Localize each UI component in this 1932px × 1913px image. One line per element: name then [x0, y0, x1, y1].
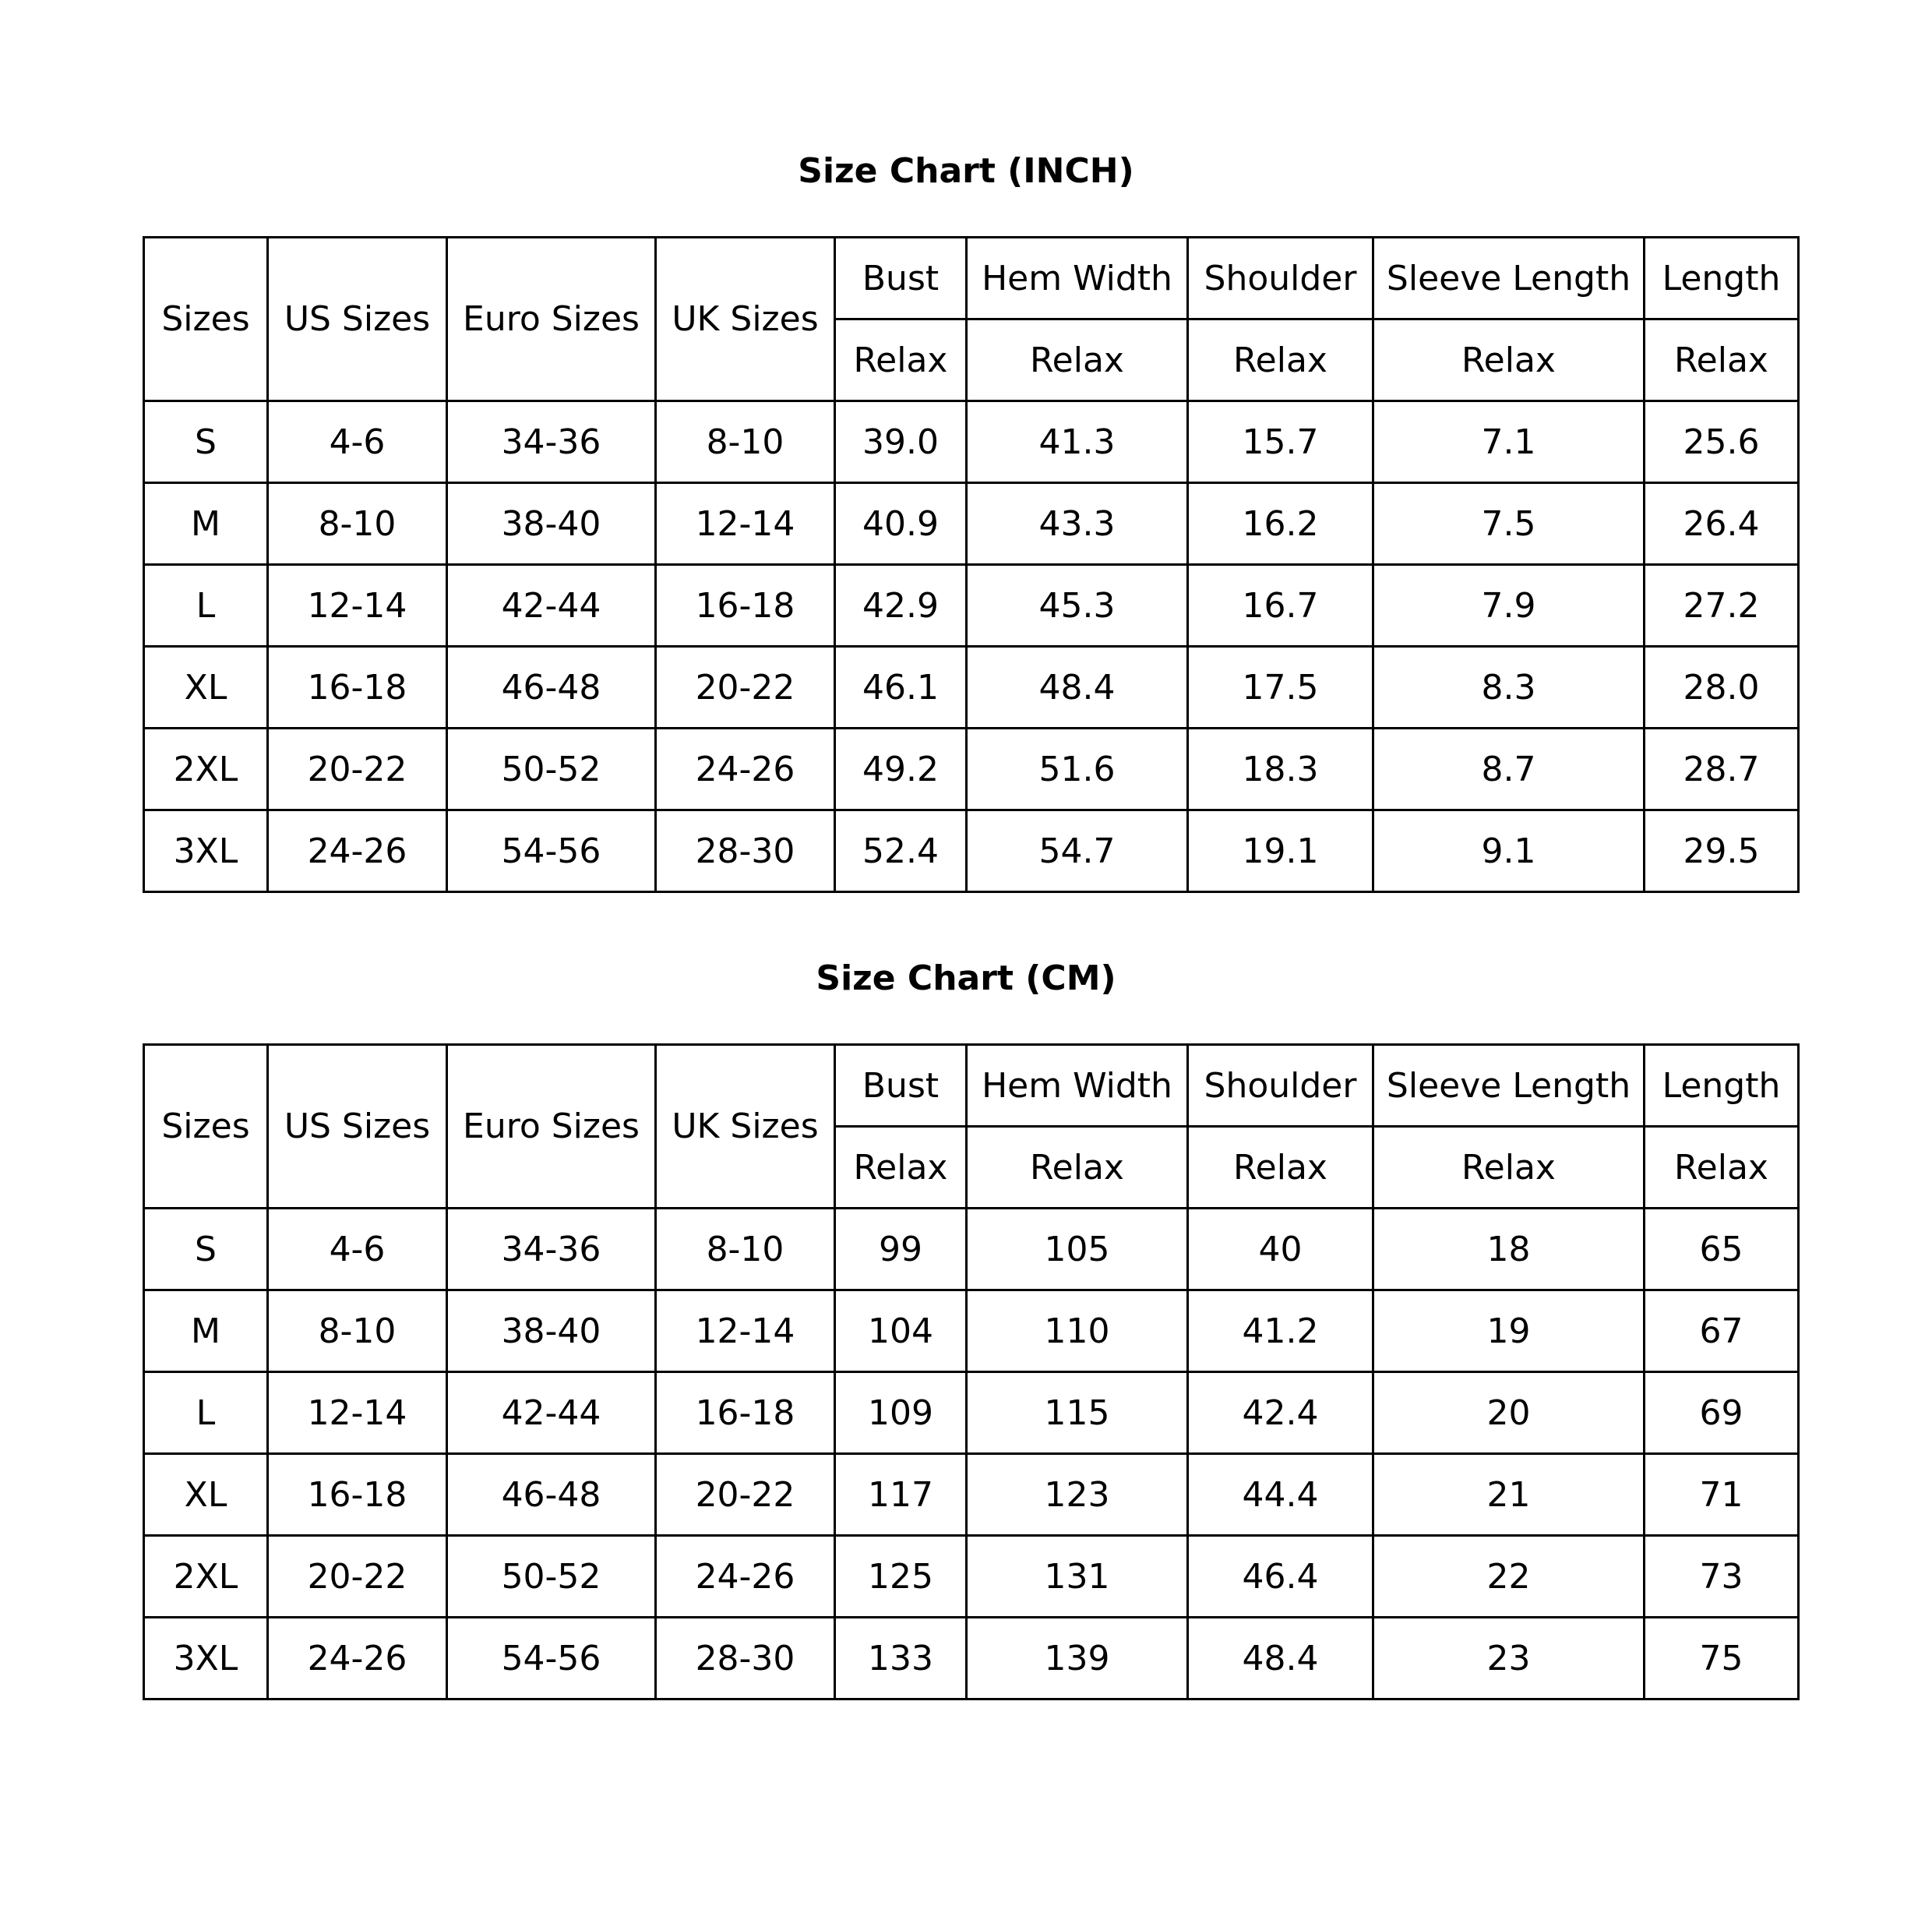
header-bust: Bust: [835, 238, 967, 319]
header-us-sizes: US Sizes: [268, 238, 447, 401]
cell-bust: 42.9: [835, 565, 967, 647]
table-row: [144, 1209, 1799, 1290]
cell-size: L: [144, 1372, 268, 1454]
cell-bust: 104: [835, 1290, 967, 1372]
cell-bust: 52.4: [835, 810, 967, 892]
cell-size: 3XL: [144, 810, 268, 892]
cell-sleeve-length: 7.9: [1373, 565, 1645, 647]
header-fit-relax: Relax: [967, 319, 1188, 401]
cell-us-size: 8-10: [268, 483, 447, 565]
cell-bust: 99: [835, 1209, 967, 1290]
table-row: [144, 1454, 1799, 1536]
cell-uk-size: 20-22: [656, 647, 835, 729]
cell-uk-size: 16-18: [656, 565, 835, 647]
cell-shoulder: 19.1: [1188, 810, 1373, 892]
cell-hem-width: 51.6: [967, 729, 1188, 810]
table-row: [144, 483, 1799, 565]
cell-euro-size: 42-44: [447, 565, 656, 647]
cell-shoulder: 17.5: [1188, 647, 1373, 729]
cell-sleeve-length: 22: [1373, 1536, 1645, 1618]
cell-length: 73: [1645, 1536, 1799, 1618]
cell-euro-size: 34-36: [447, 1209, 656, 1290]
table-row: [144, 1372, 1799, 1454]
header-fit-relax: Relax: [1188, 319, 1373, 401]
cell-size: 2XL: [144, 1536, 268, 1618]
header-hem-width: Hem Width: [967, 238, 1188, 319]
cell-shoulder: 42.4: [1188, 1372, 1373, 1454]
cell-bust: 109: [835, 1372, 967, 1454]
cell-euro-size: 38-40: [447, 1290, 656, 1372]
cell-euro-size: 42-44: [447, 1372, 656, 1454]
cell-shoulder: 16.2: [1188, 483, 1373, 565]
cell-sleeve-length: 19: [1373, 1290, 1645, 1372]
cell-hem-width: 54.7: [967, 810, 1188, 892]
cell-shoulder: 15.7: [1188, 401, 1373, 483]
cell-shoulder: 40: [1188, 1209, 1373, 1290]
cell-length: 69: [1645, 1372, 1799, 1454]
header-us-sizes: US Sizes: [268, 1045, 447, 1209]
table-row: [144, 810, 1799, 892]
header-uk-sizes: UK Sizes: [656, 238, 835, 401]
cell-length: 65: [1645, 1209, 1799, 1290]
inch-chart-title: Size Chart (INCH): [798, 151, 1134, 191]
cell-bust: 39.0: [835, 401, 967, 483]
header-fit-relax: Relax: [1645, 319, 1799, 401]
cell-bust: 40.9: [835, 483, 967, 565]
table-row: [144, 401, 1799, 483]
cell-bust: 46.1: [835, 647, 967, 729]
cell-shoulder: 16.7: [1188, 565, 1373, 647]
header-length: Length: [1645, 1045, 1799, 1127]
cell-bust: 125: [835, 1536, 967, 1618]
cell-hem-width: 123: [967, 1454, 1188, 1536]
table-row: [144, 1290, 1799, 1372]
header-euro-sizes: Euro Sizes: [447, 238, 656, 401]
cell-euro-size: 38-40: [447, 483, 656, 565]
cell-hem-width: 139: [967, 1618, 1188, 1699]
cell-euro-size: 34-36: [447, 401, 656, 483]
cell-length: 67: [1645, 1290, 1799, 1372]
cell-length: 25.6: [1645, 401, 1799, 483]
cell-us-size: 24-26: [268, 1618, 447, 1699]
header-euro-sizes: Euro Sizes: [447, 1045, 656, 1209]
cell-length: 26.4: [1645, 483, 1799, 565]
cell-uk-size: 28-30: [656, 810, 835, 892]
cell-hem-width: 48.4: [967, 647, 1188, 729]
cell-length: 75: [1645, 1618, 1799, 1699]
cm-table-body: [144, 1209, 1799, 1699]
cell-size: XL: [144, 1454, 268, 1536]
cell-sleeve-length: 8.7: [1373, 729, 1645, 810]
header-fit-relax: Relax: [835, 319, 967, 401]
header-shoulder: Shoulder: [1188, 1045, 1373, 1127]
cell-shoulder: 44.4: [1188, 1454, 1373, 1536]
header-fit-relax: Relax: [1645, 1127, 1799, 1209]
cell-shoulder: 48.4: [1188, 1618, 1373, 1699]
cell-bust: 133: [835, 1618, 967, 1699]
cell-us-size: 4-6: [268, 1209, 447, 1290]
cell-euro-size: 46-48: [447, 647, 656, 729]
table-row: [144, 647, 1799, 729]
cell-euro-size: 50-52: [447, 729, 656, 810]
cell-uk-size: 12-14: [656, 1290, 835, 1372]
cell-us-size: 24-26: [268, 810, 447, 892]
cell-length: 71: [1645, 1454, 1799, 1536]
cell-bust: 49.2: [835, 729, 967, 810]
cell-sleeve-length: 21: [1373, 1454, 1645, 1536]
header-hem-width: Hem Width: [967, 1045, 1188, 1127]
cell-sleeve-length: 9.1: [1373, 810, 1645, 892]
cell-length: 28.7: [1645, 729, 1799, 810]
cell-sleeve-length: 18: [1373, 1209, 1645, 1290]
cell-sleeve-length: 20: [1373, 1372, 1645, 1454]
cell-size: S: [144, 1209, 268, 1290]
cell-shoulder: 18.3: [1188, 729, 1373, 810]
cell-shoulder: 46.4: [1188, 1536, 1373, 1618]
header-uk-sizes: UK Sizes: [656, 1045, 835, 1209]
cell-euro-size: 54-56: [447, 810, 656, 892]
cell-size: 3XL: [144, 1618, 268, 1699]
cell-size: L: [144, 565, 268, 647]
cell-size: 2XL: [144, 729, 268, 810]
table-row: [144, 1618, 1799, 1699]
cell-hem-width: 131: [967, 1536, 1188, 1618]
cm-chart-title: Size Chart (CM): [816, 958, 1116, 998]
header-shoulder: Shoulder: [1188, 238, 1373, 319]
table-row: [144, 565, 1799, 647]
cell-length: 28.0: [1645, 647, 1799, 729]
cell-euro-size: 46-48: [447, 1454, 656, 1536]
cell-us-size: 8-10: [268, 1290, 447, 1372]
cell-length: 27.2: [1645, 565, 1799, 647]
cell-us-size: 20-22: [268, 1536, 447, 1618]
cell-uk-size: 24-26: [656, 729, 835, 810]
header-fit-relax: Relax: [1373, 319, 1645, 401]
cell-uk-size: 8-10: [656, 1209, 835, 1290]
cell-sleeve-length: 8.3: [1373, 647, 1645, 729]
cell-hem-width: 41.3: [967, 401, 1188, 483]
cell-hem-width: 45.3: [967, 565, 1188, 647]
header-fit-relax: Relax: [1373, 1127, 1645, 1209]
inch-table-body: [144, 401, 1799, 892]
cell-size: M: [144, 1290, 268, 1372]
cell-bust: 117: [835, 1454, 967, 1536]
cell-size: M: [144, 483, 268, 565]
cell-sleeve-length: 7.1: [1373, 401, 1645, 483]
header-sleeve-length: Sleeve Length: [1373, 238, 1645, 319]
header-sizes: Sizes: [144, 238, 268, 401]
cell-us-size: 16-18: [268, 1454, 447, 1536]
cell-uk-size: 8-10: [656, 401, 835, 483]
cell-uk-size: 12-14: [656, 483, 835, 565]
cell-us-size: 20-22: [268, 729, 447, 810]
cell-uk-size: 20-22: [656, 1454, 835, 1536]
cell-hem-width: 110: [967, 1290, 1188, 1372]
cell-size: S: [144, 401, 268, 483]
cell-shoulder: 41.2: [1188, 1290, 1373, 1372]
cell-sleeve-length: 7.5: [1373, 483, 1645, 565]
cell-uk-size: 16-18: [656, 1372, 835, 1454]
cell-uk-size: 24-26: [656, 1536, 835, 1618]
cell-size: XL: [144, 647, 268, 729]
cell-hem-width: 43.3: [967, 483, 1188, 565]
cell-us-size: 16-18: [268, 647, 447, 729]
cell-us-size: 4-6: [268, 401, 447, 483]
cell-euro-size: 54-56: [447, 1618, 656, 1699]
cm-size-table: [143, 1043, 1800, 1700]
header-fit-relax: Relax: [967, 1127, 1188, 1209]
cell-sleeve-length: 23: [1373, 1618, 1645, 1699]
table-row: [144, 1536, 1799, 1618]
header-sleeve-length: Sleeve Length: [1373, 1045, 1645, 1127]
header-sizes: Sizes: [144, 1045, 268, 1209]
table-row: [144, 729, 1799, 810]
inch-size-table: [143, 236, 1800, 893]
header-fit-relax: Relax: [1188, 1127, 1373, 1209]
cell-hem-width: 115: [967, 1372, 1188, 1454]
cell-uk-size: 28-30: [656, 1618, 835, 1699]
cell-euro-size: 50-52: [447, 1536, 656, 1618]
cell-hem-width: 105: [967, 1209, 1188, 1290]
cell-us-size: 12-14: [268, 1372, 447, 1454]
cell-length: 29.5: [1645, 810, 1799, 892]
header-fit-relax: Relax: [835, 1127, 967, 1209]
header-bust: Bust: [835, 1045, 967, 1127]
header-length: Length: [1645, 238, 1799, 319]
cell-us-size: 12-14: [268, 565, 447, 647]
